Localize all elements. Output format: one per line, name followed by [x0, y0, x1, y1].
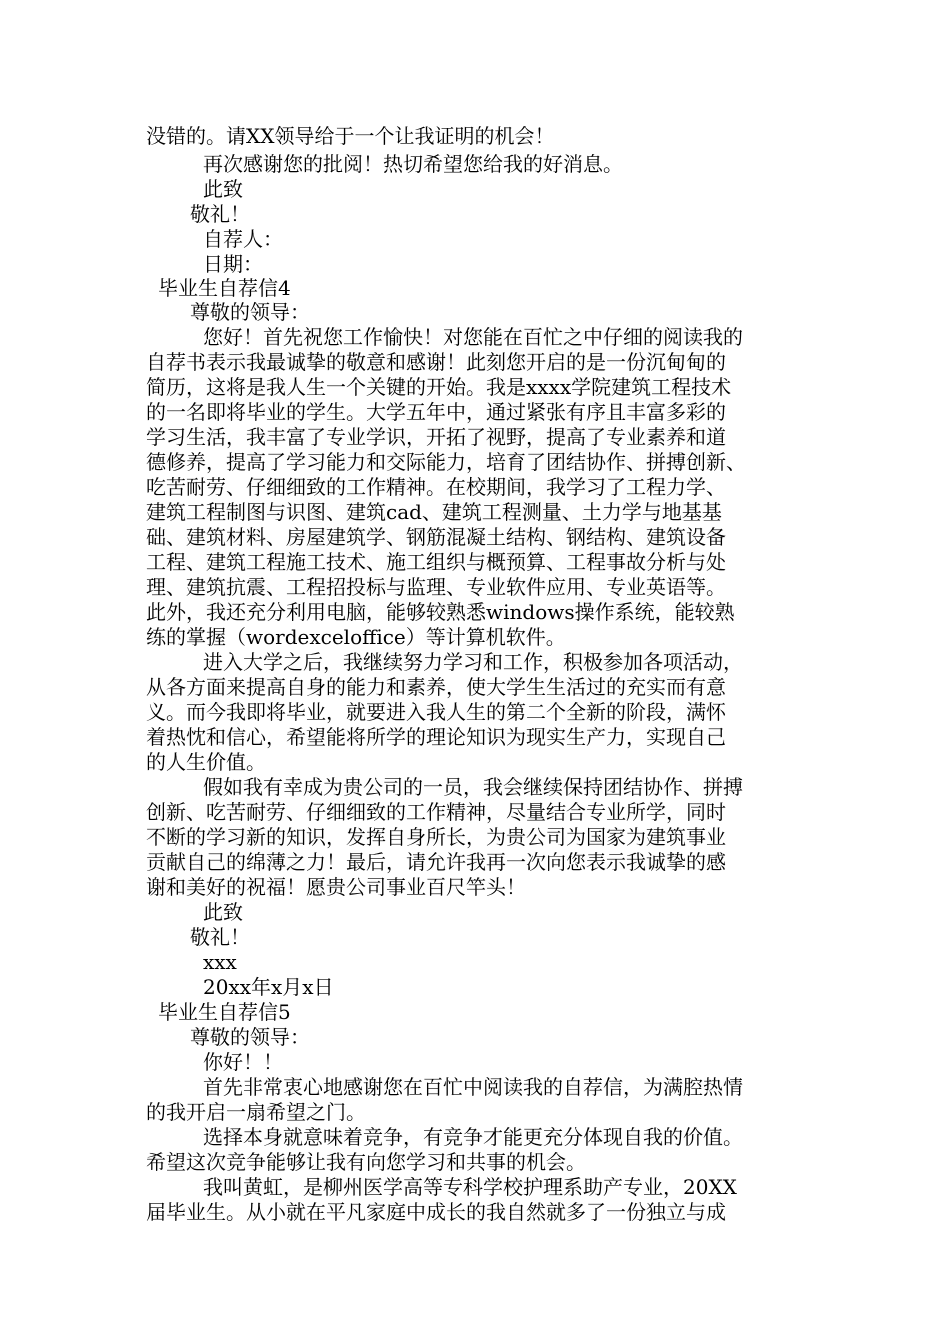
text-line: 简历，这将是我人生一个关键的开始。我是xxxx学院建筑工程技术	[146, 375, 732, 399]
salutation: 尊敬的领导：	[190, 300, 310, 324]
text-line: 敬礼！	[190, 925, 250, 949]
text-line: 谢和美好的祝福！愿贵公司事业百尺竿头！	[146, 875, 526, 899]
text-line: 自荐人：	[203, 227, 283, 251]
text-line: 届毕业生。从小就在平凡家庭中成长的我自然就多了一份独立与成	[146, 1200, 726, 1224]
text-line: 不断的学习新的知识，发挥自身所长，为贵公司为国家为建筑事业	[146, 825, 726, 849]
text-line: 义。而今我即将毕业，就要进入我人生的第二个全新的阶段，满怀	[146, 700, 726, 724]
text-line: 练的掌握（wordexceloffice）等计算机软件。	[146, 625, 566, 649]
text-line: 自荐书表示我最诚挚的敬意和感谢！此刻您开启的是一份沉甸甸的	[146, 350, 726, 374]
text-line: 敬礼！	[190, 202, 250, 226]
section-heading: 毕业生自荐信5	[158, 1000, 291, 1024]
text-line: 希望这次竞争能够让我有向您学习和共事的机会。	[146, 1150, 586, 1174]
text-line: 没错的。请XX领导给于一个让我证明的机会！	[146, 124, 555, 148]
text-line: 的我开启一扇希望之门。	[146, 1100, 366, 1124]
salutation: 尊敬的领导：	[190, 1025, 310, 1049]
text-line: 创新、吃苦耐劳、仔细细致的工作精神，尽量结合专业所学，同时	[146, 800, 726, 824]
text-line: 德修养，提高了学习能力和交际能力，培育了团结协作、拼搏创新、	[146, 450, 746, 474]
text-line: 的人生价值。	[146, 750, 266, 774]
text-line: 此致	[203, 177, 243, 201]
text-line: 贡献自己的绵薄之力！最后，请允许我再一次向您表示我诚挚的感	[146, 850, 726, 874]
text-line: 础、建筑材料、房屋建筑学、钢筋混凝土结构、钢结构、建筑设备	[146, 525, 726, 549]
text-line: 此外，我还充分利用电脑，能够较熟悉windows操作系统，能较熟	[146, 600, 735, 624]
text-line: 选择本身就意味着竞争，有竞争才能更充分体现自我的价值。	[203, 1125, 743, 1149]
text-line: 从各方面来提高自身的能力和素养，使大学生生活过的充实而有意	[146, 675, 726, 699]
text-line: 建筑工程制图与识图、建筑cad、建筑工程测量、土力学与地基基	[146, 500, 722, 524]
text-line: 进入大学之后，我继续努力学习和工作，积极参加各项活动，	[203, 650, 743, 674]
signature: xxx	[203, 950, 237, 974]
text-line: 您好！首先祝您工作愉快！对您能在百忙之中仔细的阅读我的	[203, 325, 743, 349]
text-line: 吃苦耐劳、仔细细致的工作精神。在校期间，我学习了工程力学、	[146, 475, 726, 499]
text-line: 我叫黄虹，是柳州医学高等专科学校护理系助产专业，20XX	[203, 1175, 737, 1199]
text-line: 工程、建筑工程施工技术、施工组织与概预算、工程事故分析与处	[146, 550, 726, 574]
date-line: 20xx年x月x日	[203, 975, 334, 999]
text-line: 学习生活，我丰富了专业学识，开拓了视野，提高了专业素养和道	[146, 425, 726, 449]
text-line: 假如我有幸成为贵公司的一员，我会继续保持团结协作、拼搏	[203, 775, 743, 799]
text-line: 此致	[203, 900, 243, 924]
text-line: 的一名即将毕业的学生。大学五年中，通过紧张有序且丰富多彩的	[146, 400, 726, 424]
text-line: 再次感谢您的批阅！热切希望您给我的好消息。	[203, 152, 623, 176]
text-line: 日期：	[203, 252, 263, 276]
text-line: 首先非常衷心地感谢您在百忙中阅读我的自荐信，为满腔热情	[203, 1075, 743, 1099]
text-line: 理、建筑抗震、工程招投标与监理、专业软件应用、专业英语等。	[146, 575, 726, 599]
text-line: 你好！！	[203, 1050, 283, 1074]
text-line: 着热忱和信心，希望能将所学的理论知识为现实生产力，实现自己	[146, 725, 726, 749]
section-heading: 毕业生自荐信4	[158, 276, 291, 300]
